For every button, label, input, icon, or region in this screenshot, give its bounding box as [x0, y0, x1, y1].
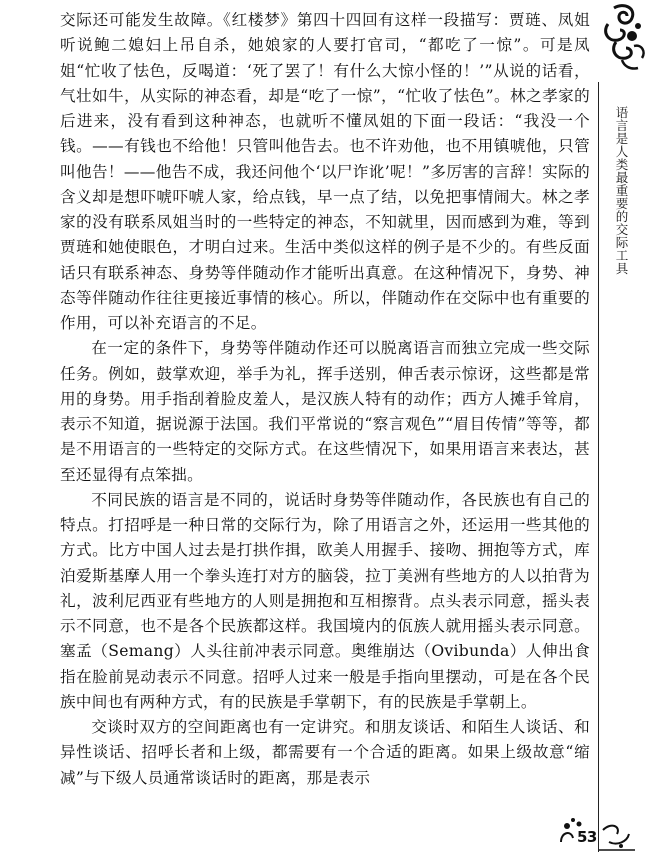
floral-ornament-icon [555, 812, 645, 852]
page-number: 53 [577, 828, 597, 846]
paragraph-1: 交际还可能发生故障。《红楼梦》第四十四回有这样一段描写：贾琏、凤姐听说鲍二媳妇上吊自杀，她娘家的人要打官司，“都吃了一惊”。可是凤姐“忙收了怯色，反喝道：‘死了罢了！有什么大惊小怪的！’”从说的话看，气壮如牛，从实际的神态看，却是“吃了一惊”，“忙收了怯色”。林之孝家的后进来，没有看到这种神态，也就听不懂凤姐的下面一段话：“我没一个钱。——有钱也不给他！只管叫他告去。也不许劝他，也不用镇唬他，只管叫他告！——他告不成，我还问他个‘以尸诈讹’呢！”多厉害的言辞！实际的含义却是想吓唬吓唬人家，给点钱，早一点了结，以免把事情闹大。林之孝家的没有联系凤姐当时的一些特定的神态，不知就里，因而感到为难，等到贾琏和她使眼色，才明白过来。生活中类似这样的例子是不少的。有些反面话只有联系神态、身势等伴随动作才能听出真意。在这种情况下，身势、神态等伴随动作往往更接近事情的核心。所以，伴随动作在交际中也有重要的作用，可以补充语言的不足。 [60, 11, 590, 332]
margin-rule [598, 82, 599, 852]
paragraph-3: 不同民族的语言是不同的，说话时身势等伴随动作，各民族也有自己的特点。打招呼是一种日常的交际行为，除了用语言之外，还运用一些其他的方式。比方中国人过去是打拱作揖，欧美人用握手、接吻、拥抱等方式，库泊爱斯基摩人用一个拳头连打对方的脑袋，拉丁美洲有些地方的人以拍背为礼，波利尼西亚有些地方的人则是拥抱和互相擦背。点头表示同意，摇头表示不同意，也不是各个民族都这样。我国境内的佤族人就用摇头表示同意。塞孟（Semang）人头往前冲表示同意。奥维崩达（Ovibunda）人伸出食指在脸前晃动表示不同意。招呼人过来一般是手指向里摆动，可是在各个民族中间也有两种方式，有的民族是手掌朝下，有的民族是手掌朝上。 [60, 490, 590, 711]
paragraph-4: 交谈时双方的空间距离也有一定讲究。和朋友谈话、和陌生人谈话、和异性谈话、招呼长者和上级，都需要有一个合适的距离。如果上级故意“缩减”与下级人员通常谈话时的距离，那是表示 [60, 718, 590, 787]
running-head: 语言是人类最重要的交际工具 [614, 106, 629, 275]
body-text [60, 8, 590, 791]
page-footer [555, 812, 645, 852]
floral-ornament-icon [602, 2, 648, 72]
paragraph-2: 在一定的条件下，身势等伴随动作还可以脱离语言而独立完成一些交际任务。例如，鼓掌欢迎，举手为礼，挥手送别，伸舌表示惊讶，这些都是常用的身势。用手指刮着脸皮羞人，是汉族人特有的动作；西方人摊手耸肩，表示不知道，据说源于法国。我们平常说的“察言观色”“眉目传情”等等，都是不用语言的一些特定的交际方式。在这些情况下，如果用语言来表达，甚至还显得有点笨拙。 [60, 339, 590, 484]
